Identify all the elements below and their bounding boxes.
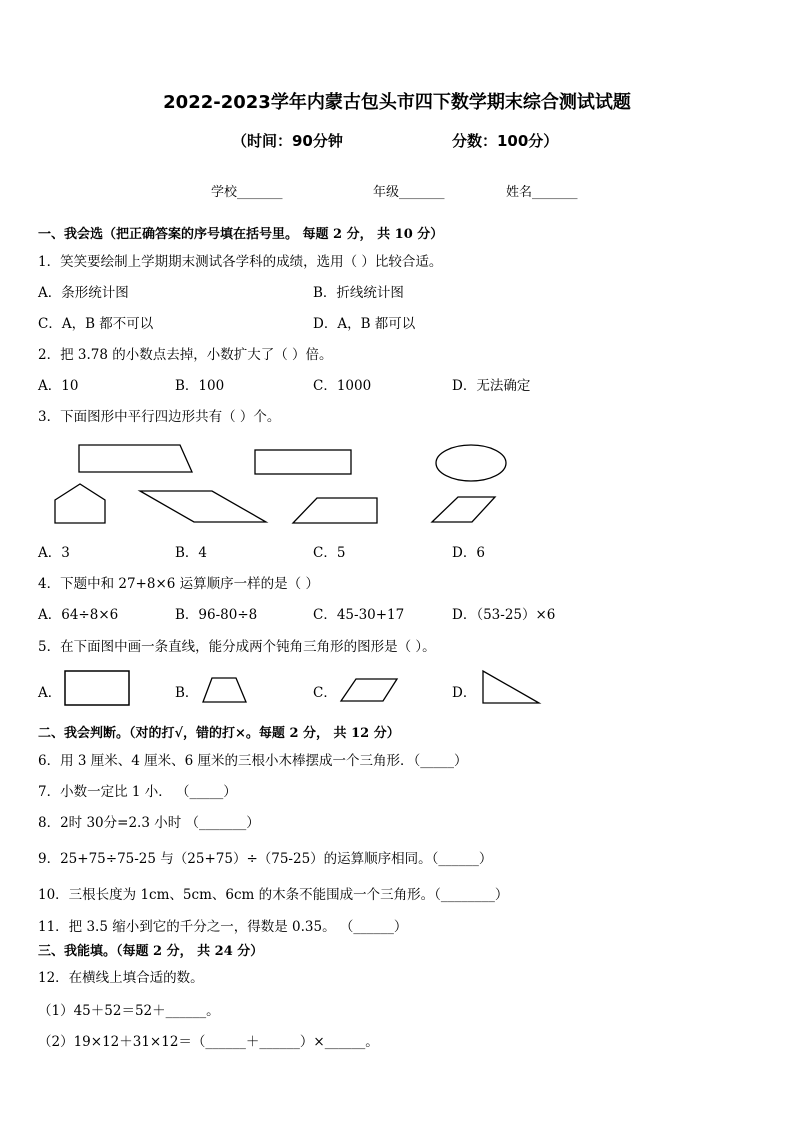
q3-option-d: D．6 — [452, 545, 485, 561]
q5-rectangle — [65, 671, 129, 705]
question-5: 5．在下面图中画一条直线，能分成两个钝角三角形的图形是（ ）。 — [38, 639, 436, 655]
question-12-part-1: （1）45＋52＝52＋______。 — [38, 1003, 220, 1019]
exam-time: （时间：90分钟 — [232, 132, 343, 150]
question-1: 1．笑笑要绘制上学期期末测试各学科的成绩，选用（ ）比较合适。 — [38, 254, 443, 270]
q1-option-c: C．A，B 都不可以 — [38, 316, 154, 332]
q3-option-a: A．3 — [38, 545, 70, 561]
question-3: 3．下面图形中平行四边形共有（ ）个。 — [38, 409, 281, 425]
q3-trapezoid-2 — [293, 498, 377, 523]
q3-ellipse — [436, 445, 506, 481]
q2-option-a: A．10 — [38, 378, 79, 394]
q2-option-c: C．1000 — [313, 378, 372, 394]
q1-option-b: B．折线统计图 — [313, 285, 404, 301]
section-3-title: 三、我能填。（每题 2 分， 共 24 分） — [38, 944, 264, 959]
exam-score: 分数：100分） — [452, 132, 559, 150]
q3-parallelogram-2 — [432, 497, 495, 522]
name-field: 姓名_______ — [506, 185, 578, 200]
q2-option-d: D．无法确定 — [452, 378, 531, 394]
school-field: 学校_______ — [211, 185, 283, 200]
q3-option-c: C．5 — [313, 545, 346, 561]
q3-option-b: B．4 — [175, 545, 208, 561]
question-10: 10．三根长度为 1cm、5cm、6cm 的木条不能围成一个三角形。（________） — [38, 887, 509, 903]
question-12-part-2: （2）19×12＋31×12＝（______＋______）×______。 — [38, 1034, 379, 1050]
question-4: 4．下题中和 27+8×6 运算顺序一样的是（ ） — [38, 576, 319, 592]
q4-option-b: B．96-80÷8 — [175, 607, 258, 623]
q5-right-triangle — [483, 671, 539, 703]
q5-figures — [0, 660, 794, 720]
section-1-title: 一、我会选（把正确答案的序号填在括号里。 每题 2 分， 共 10 分） — [38, 227, 444, 242]
q5-option-c: C． — [313, 685, 337, 701]
q3-rectangle — [255, 450, 351, 474]
q5-trapezoid — [203, 678, 246, 702]
question-2: 2．把 3.78 的小数点去掉，小数扩大了（ ）倍。 — [38, 347, 333, 363]
q3-parallelogram-1 — [140, 491, 266, 522]
grade-field: 年级_______ — [373, 185, 445, 200]
q1-option-d: D．A，B 都可以 — [313, 316, 416, 332]
q5-parallelogram — [341, 679, 397, 701]
page-title: 2022-2023学年内蒙古包头市四下数学期末综合测试试题 — [163, 92, 631, 113]
q4-option-d: D．（53-25）×6 — [452, 607, 556, 623]
q3-figures — [0, 0, 794, 560]
q5-option-a: A． — [38, 685, 62, 701]
q4-option-a: A．64÷8×6 — [38, 607, 119, 623]
q3-trapezoid — [79, 445, 192, 472]
section-2-title: 二、我会判断。（对的打√，错的打×。每题 2 分， 共 12 分） — [38, 726, 400, 741]
q5-option-d: D． — [452, 685, 477, 701]
q1-option-a: A．条形统计图 — [38, 285, 129, 301]
question-8: 8．2时 30分=2.3 小时 （_______） — [38, 815, 260, 831]
q3-pentagon — [55, 484, 105, 523]
q4-option-c: C．45-30+17 — [313, 607, 405, 623]
question-9: 9．25+75÷75-25 与（25+75）÷（75-25）的运算顺序相同。（______） — [38, 851, 493, 867]
question-12: 12．在横线上填合适的数。 — [38, 970, 204, 986]
q2-option-b: B．100 — [175, 378, 225, 394]
question-7: 7．小数一定比 1 小． （_____） — [38, 784, 237, 800]
q5-option-b: B． — [175, 685, 199, 701]
question-6: 6．用 3 厘米、4 厘米、6 厘米的三根小木棒摆成一个三角形．（_____） — [38, 753, 468, 769]
question-11: 11．把 3.5 缩小到它的千分之一，得数是 0.35。 （______） — [38, 919, 408, 935]
